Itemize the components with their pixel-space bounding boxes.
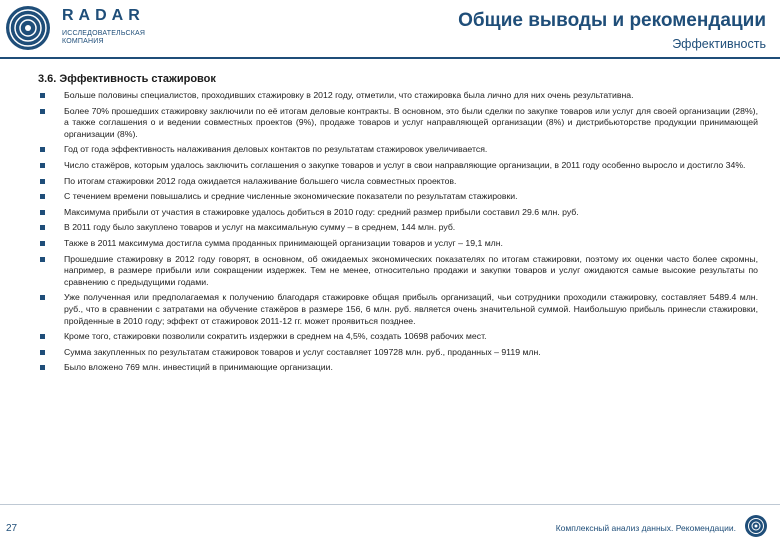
bullet-marker-icon	[40, 109, 45, 114]
bullet-item	[36, 347, 758, 359]
bullet-marker-icon	[40, 241, 45, 246]
bullet-item	[36, 160, 758, 172]
bullet-text: Кроме того, стажировки позволили сократить издержки в среднем на 4,5%, создать 10698 рабочих мест.	[64, 331, 487, 342]
brand-name: RADAR	[62, 7, 145, 24]
bullet-item	[36, 222, 758, 234]
bullet-marker-icon	[40, 295, 45, 300]
bullet-marker-icon	[40, 257, 45, 262]
bullet-marker-icon	[40, 210, 45, 215]
bullet-marker-icon	[40, 147, 45, 152]
section-title: 3.6. Эффективность стажировок	[38, 73, 216, 85]
bullet-text: Число стажёров, которым удалось заключить соглашения о закупке товаров и услуг в свои направляющие организации, в 2011 году особенно выросло и достигло 34%.	[64, 159, 746, 170]
bullet-text: Сумма закупленных по результатам стажировок товаров и услуг составляет 109728 млн. руб., проданных – 9119 млн.	[64, 346, 541, 357]
bullet-marker-icon	[40, 225, 45, 230]
bullet-text: Уже полученная или предполагаемая к получению благодаря стажировке общая прибыль организаций, чьи сотрудники проходили стажировку, составляет 5489.4 млн. руб., что в сравнении с затратами на обучение стажёров в размере 156, 6 млн. руб. является очень значительной суммой. Наибольшую прибыль принесли стажировки, пройденные в 2010 году; эффект от стажировок 2011-12 гг. может проявиться позднее.	[64, 292, 758, 326]
bullet-text: В 2011 году было закуплено товаров и услуг на максимальную сумму – в среднем, 144 млн. руб.	[64, 222, 456, 233]
bullet-text: Больше половины специалистов, проходивших стажировку в 2012 году, отметили, что стажировка была лично для них очень результативна.	[64, 90, 634, 100]
bullet-text: Также в 2011 максимума достигла сумма проданных принимающей организации товаров и услуг – 19,1 млн.	[64, 237, 503, 248]
bullet-item	[36, 144, 758, 156]
bullet-item	[36, 106, 758, 141]
brand-subtitle: ИССЛЕДОВАТЕЛЬСКАЯ КОМПАНИЯ	[62, 30, 146, 45]
bullet-item	[36, 176, 758, 188]
footer-text: Комплексный анализ данных. Рекомендации.	[555, 523, 736, 533]
bullet-item	[36, 90, 758, 102]
bullet-item	[36, 362, 758, 374]
page-title: Общие выводы и рекомендации	[458, 10, 766, 31]
footer-divider	[0, 504, 780, 505]
bullet-text: Более 70% прошедших стажировку заключили по её итогам деловые контракты. В основном, это были сделки по закупке товаров или услуг для своей организации (28%), а также соглашения о и ведении совместных проектов (9%), продаже товаров и услуг направляющей организации (8%) и дистрибьюторстве продукции принимающей организации (8%).	[64, 105, 758, 139]
bullet-item	[36, 331, 758, 343]
bullet-text: Максимума прибыли от участия в стажировке удалось добиться в 2010 году: средний размер прибыли составил 29.6 млн. руб.	[64, 206, 579, 217]
bullet-list	[36, 90, 758, 378]
bullet-item	[36, 238, 758, 250]
radar-logo-icon	[4, 4, 52, 52]
bullet-text: Прошедшие стажировку в 2012 году говорят, в основном, об ожидаемых экономических показателях по итогам стажировки, поэтому их оценки часто более скромны, например, в размере прибыли или сокращении издержек. Тем не менее, относительно продажи и закупки товаров и услуг ожидаются самые высокие результаты по сравнению с предыдущими годами.	[64, 253, 758, 287]
bullet-marker-icon	[40, 365, 45, 370]
bullet-item	[36, 292, 758, 327]
bullet-marker-icon	[40, 350, 45, 355]
bullet-text: По итогам стажировки 2012 года ожидается налаживание большего числа совместных проектов.	[64, 175, 457, 186]
bullet-item	[36, 191, 758, 203]
header-divider	[0, 57, 780, 59]
radar-small-logo-icon	[744, 514, 768, 538]
bullet-marker-icon	[40, 194, 45, 199]
bullet-text: С течением времени повышались и средние численные экономические показатели по результатам стажировки.	[64, 191, 518, 202]
page-number: 27	[6, 523, 18, 534]
bullet-marker-icon	[40, 179, 45, 184]
page-subtitle: Эффективность	[672, 37, 766, 51]
bullet-marker-icon	[40, 163, 45, 168]
bullet-marker-icon	[40, 334, 45, 339]
bullet-item	[36, 254, 758, 289]
bullet-text: Год от года эффективность налаживания деловых контактов по результатам стажировок увеличивается.	[64, 144, 488, 155]
bullet-item	[36, 207, 758, 219]
bullet-text: Было вложено 769 млн. инвестиций в принимающие организации.	[64, 362, 333, 373]
bullet-marker-icon	[40, 93, 45, 98]
